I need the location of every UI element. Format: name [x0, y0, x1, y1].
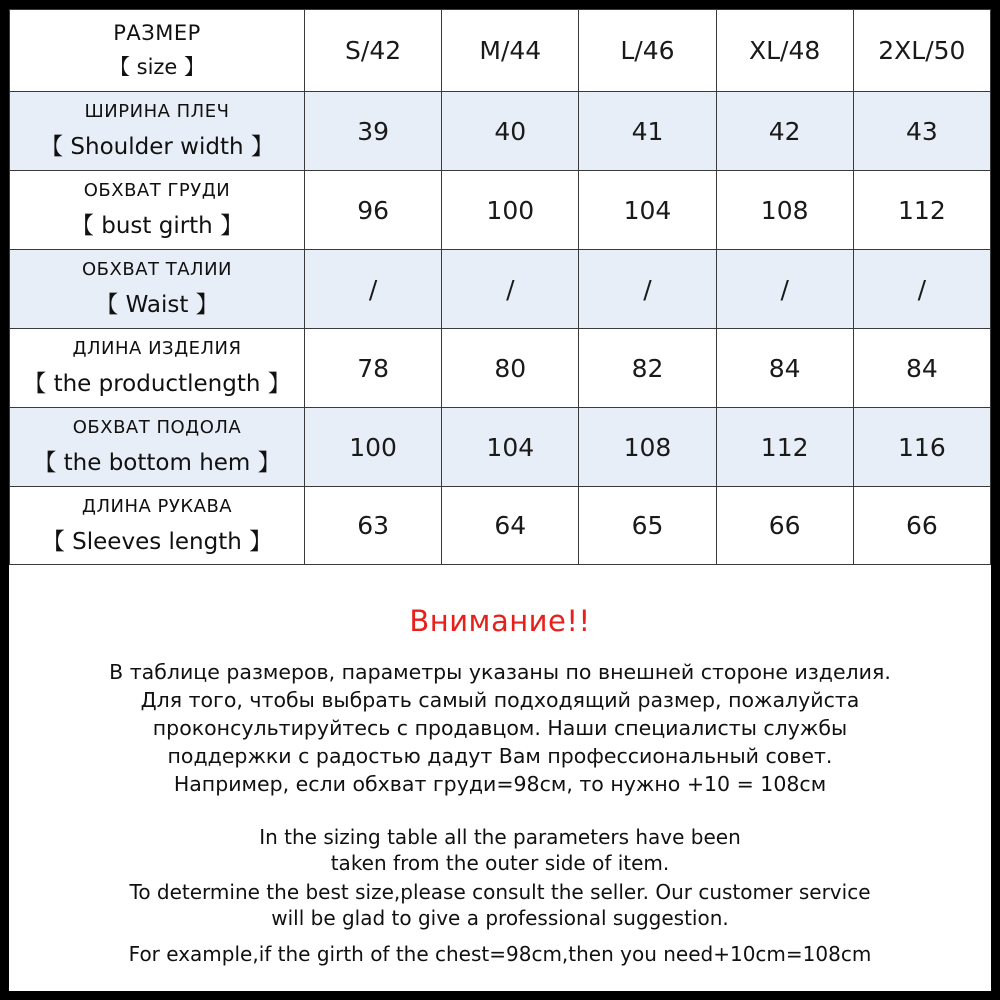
table-row — [10, 171, 991, 250]
table-row — [10, 250, 991, 329]
notice-en-line: will be glad to give a professional suggestion. — [271, 906, 729, 930]
param-label-en: 【 the productlength 】 — [23, 371, 291, 397]
value-cell: 43 — [853, 92, 990, 171]
size-header-l: L/46 — [579, 10, 716, 92]
value-cell: 41 — [579, 92, 716, 171]
header-label-ru: РАЗМЕР — [113, 20, 201, 45]
param-label-ru: ШИРИНА ПЛЕЧ — [84, 101, 230, 122]
notice-ru-line: В таблице размеров, параметры указаны по внешней стороне изделия. — [109, 660, 891, 684]
size-header-m: M/44 — [442, 10, 579, 92]
value-cell: 39 — [305, 92, 442, 171]
value-cell: 78 — [305, 329, 442, 408]
value-cell: 42 — [716, 92, 853, 171]
value-cell: 112 — [853, 171, 990, 250]
notice-ru-line: Для того, чтобы выбрать самый подходящий размер, пожалуйста — [140, 688, 860, 712]
notice-section — [9, 564, 991, 967]
param-label-ru: ОБХВАТ ТАЛИИ — [82, 259, 232, 280]
size-header-2xl: 2XL/50 — [853, 10, 990, 92]
header-label-cell — [10, 10, 305, 92]
param-label-en: 【 Waist 】 — [95, 292, 219, 318]
value-cell: 84 — [853, 329, 990, 408]
notice-en-line: In the sizing table all the parameters have been — [259, 825, 741, 849]
value-cell: 40 — [442, 92, 579, 171]
value-cell: 82 — [579, 329, 716, 408]
param-label-ru: ДЛИНА ИЗДЕЛИЯ — [72, 338, 242, 359]
table-row — [10, 487, 991, 565]
param-label-en: 【 the bottom hem 】 — [33, 450, 281, 476]
table-row — [10, 92, 991, 171]
param-cell — [10, 329, 305, 408]
notice-en-paragraph — [9, 879, 991, 931]
notice-title: Внимание!! — [409, 604, 591, 638]
param-cell — [10, 487, 305, 565]
table-row — [10, 408, 991, 487]
header-label-en: 【 size 】 — [108, 54, 206, 79]
value-cell: / — [442, 250, 579, 329]
param-label-ru: ДЛИНА РУКАВА — [81, 495, 233, 517]
value-cell: / — [579, 250, 716, 329]
value-cell: 116 — [853, 408, 990, 487]
notice-en-line: To determine the best size,please consult the seller. Our customer service — [129, 880, 871, 904]
notice-ru-text — [9, 658, 991, 798]
value-cell: / — [853, 250, 990, 329]
value-cell: 64 — [442, 487, 579, 565]
param-cell — [10, 408, 305, 487]
size-header-xl: XL/48 — [716, 10, 853, 92]
notice-ru-line: поддержки с радостью дадут Вам профессиональный совет. — [167, 744, 833, 768]
param-cell — [10, 250, 305, 329]
header-row — [10, 10, 991, 92]
table-row — [10, 329, 991, 408]
param-label-ru: ОБХВАТ ПОДОЛА — [72, 417, 242, 438]
param-label-en: 【 Sleeves length 】 — [41, 528, 273, 555]
value-cell: 104 — [442, 408, 579, 487]
value-cell: 65 — [579, 487, 716, 565]
size-table — [9, 9, 991, 565]
notice-en-text — [9, 824, 991, 967]
param-label-ru: ОБХВАТ ГРУДИ — [83, 180, 231, 201]
value-cell: 96 — [305, 171, 442, 250]
value-cell: / — [305, 250, 442, 329]
value-cell: 108 — [716, 171, 853, 250]
value-cell: / — [716, 250, 853, 329]
param-cell — [10, 171, 305, 250]
value-cell: 108 — [579, 408, 716, 487]
notice-en-paragraph — [9, 824, 991, 876]
value-cell: 63 — [305, 487, 442, 565]
notice-en-paragraph — [9, 941, 991, 967]
value-cell: 100 — [305, 408, 442, 487]
notice-ru-line: Например, если обхват груди=98см, то нужно +10 = 108см — [173, 772, 827, 796]
value-cell: 66 — [716, 487, 853, 565]
value-cell: 112 — [716, 408, 853, 487]
notice-en-line: For example,if the girth of the chest=98cm,then you need+10cm=108cm — [128, 942, 872, 966]
param-label-en: 【 bust girth 】 — [70, 213, 244, 239]
value-cell: 104 — [579, 171, 716, 250]
value-cell: 80 — [442, 329, 579, 408]
value-cell: 84 — [716, 329, 853, 408]
size-header-s: S/42 — [305, 10, 442, 92]
notice-en-line: taken from the outer side of item. — [330, 851, 670, 875]
size-chart — [9, 9, 991, 991]
param-cell — [10, 92, 305, 171]
param-label-en: 【 Shoulder width 】 — [40, 134, 274, 160]
value-cell: 100 — [442, 171, 579, 250]
value-cell: 66 — [853, 487, 990, 565]
notice-ru-line: проконсультируйтесь с продавцом. Наши специалисты службы — [152, 716, 848, 740]
